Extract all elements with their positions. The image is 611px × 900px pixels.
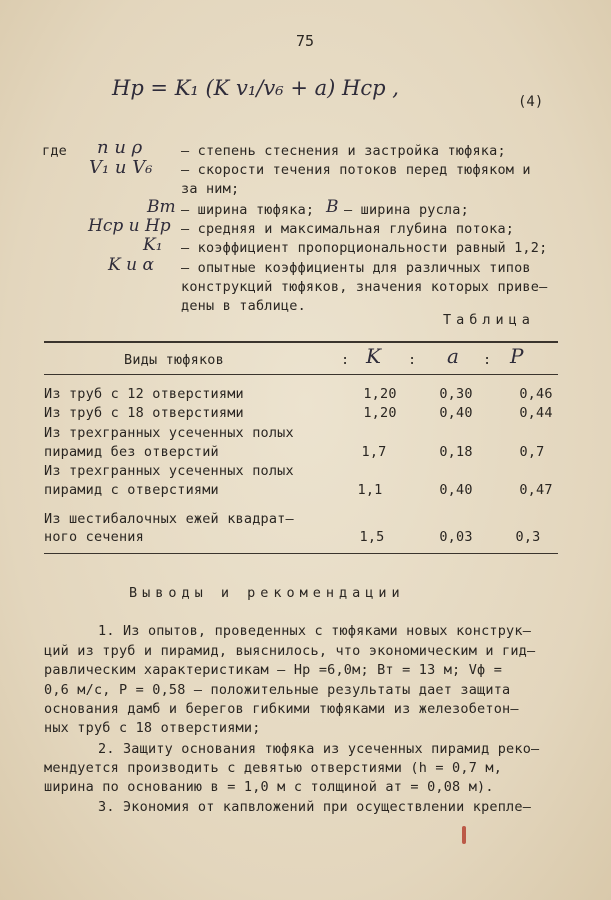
legend-text-cont: конструкций тюфяков, значения которых приве– — [181, 279, 548, 295]
legend-text: – ширина русла; — [344, 202, 469, 218]
table-cell-type: ного сечения — [44, 529, 144, 545]
table-bottom-rule — [44, 553, 558, 554]
body-line: равлическим характеристикам – Hр =6,0м; Вт = 13 м; Vф = — [44, 662, 503, 678]
body-line: 1. Из опытов, проведенных с тюфяками новых конструк– — [98, 623, 532, 639]
table-cell-p: 0,7 — [519, 444, 545, 460]
table-header-sep: : — [408, 352, 417, 368]
section-heading: Выводы и рекомендации — [129, 585, 405, 601]
table-cell-k: 1,20 — [363, 405, 397, 421]
table-cell-k: 1,7 — [361, 444, 387, 460]
table-cell-type: Из трехгранных усеченных полых — [44, 463, 294, 479]
table-header-sep: : — [341, 352, 350, 368]
table-cell-k: 1,5 — [359, 529, 385, 545]
legend-text: – скорости течения потоков перед тюфяком и — [181, 162, 531, 178]
table-header-p: P — [510, 344, 524, 368]
legend-symbol: n и ρ — [97, 137, 143, 158]
table-header-rule — [44, 374, 558, 375]
table-cell-p: 0,44 — [519, 405, 553, 421]
legend-symbol: V₁ и V₆ — [89, 157, 153, 178]
body-line: 3. Экономия от капвложений при осуществлении крепле– — [98, 799, 532, 815]
ink-mark — [462, 826, 466, 844]
legend-text: – опытные коэффициенты для различных типов — [181, 260, 531, 276]
legend-symbol: K₁ — [143, 235, 163, 255]
table-cell-a: 0,03 — [439, 529, 473, 545]
formula: Hp = K₁ (K v₁/v₆ + a) Hср , — [112, 76, 399, 100]
legend-text: – коэффициент пропорциональности равный 1,2; — [181, 240, 548, 256]
body-line: 2. Защиту основания тюфяка из усеченных пирамид реко– — [98, 741, 540, 757]
legend-text: – степень стеснения и застройка тюфяка; — [181, 143, 506, 159]
body-line: мендуется производить с девятью отверстиями (h = 0,7 м, — [44, 760, 503, 776]
table-cell-a: 0,30 — [439, 386, 473, 402]
legend-symbol: B — [326, 197, 339, 217]
table-cell-type: пирамид с отверстиями — [44, 482, 219, 498]
body-line: 0,6 м/с, Р = 0,58 – положительные результаты дает защита — [44, 682, 511, 698]
page-number: 75 — [296, 32, 315, 50]
legend-symbol: Hср и Hр — [88, 216, 171, 236]
table-header-sep: : — [483, 352, 492, 368]
table-cell-type: Из труб с 12 отверстиями — [44, 386, 244, 402]
body-line: ций из труб и пирамид, выяснилось, что экономическим и гид– — [44, 643, 536, 659]
body-line: основания дамб и берегов гибкими тюфяками из железобетон– — [44, 701, 519, 717]
legend-text: – ширина тюфяка; — [181, 202, 315, 218]
legend-text-cont: дены в таблице. — [181, 298, 306, 314]
table-cell-a: 0,40 — [439, 482, 473, 498]
table-cell-type: Из труб с 18 отверстиями — [44, 405, 244, 421]
legend-text: – средняя и максимальная глубина потока; — [181, 221, 515, 237]
formula-number: (4) — [518, 94, 544, 110]
body-line: ных труб с 18 отверстиями; — [44, 720, 261, 736]
body-line: ширина по основанию в = 1,0 м с толщиной ат = 0,08 м). — [44, 779, 494, 795]
table-cell-p: 0,47 — [519, 482, 553, 498]
table-top-rule — [44, 341, 558, 343]
table-header-k: K — [366, 344, 381, 368]
table-cell-a: 0,40 — [439, 405, 473, 421]
table-cell-k: 1,1 — [357, 482, 383, 498]
legend-intro: где — [42, 143, 67, 159]
table-cell-k: 1,20 — [363, 386, 397, 402]
legend-symbol: K и α — [108, 255, 154, 275]
table-cell-p: 0,3 — [515, 529, 541, 545]
legend-text-cont: за ним; — [181, 181, 240, 197]
table-cell-type: Из шестибалочных ежей квадрат– — [44, 511, 294, 527]
table-cell-type: пирамид без отверстий — [44, 444, 219, 460]
table-caption: Таблица — [443, 312, 535, 328]
table-header-type: Виды тюфяков — [124, 352, 224, 368]
legend-symbol: Bт — [147, 197, 176, 217]
table-cell-type: Из трехгранных усеченных полых — [44, 425, 294, 441]
table-cell-p: 0,46 — [519, 386, 553, 402]
table-header-a: a — [447, 344, 459, 368]
table-cell-a: 0,18 — [439, 444, 473, 460]
